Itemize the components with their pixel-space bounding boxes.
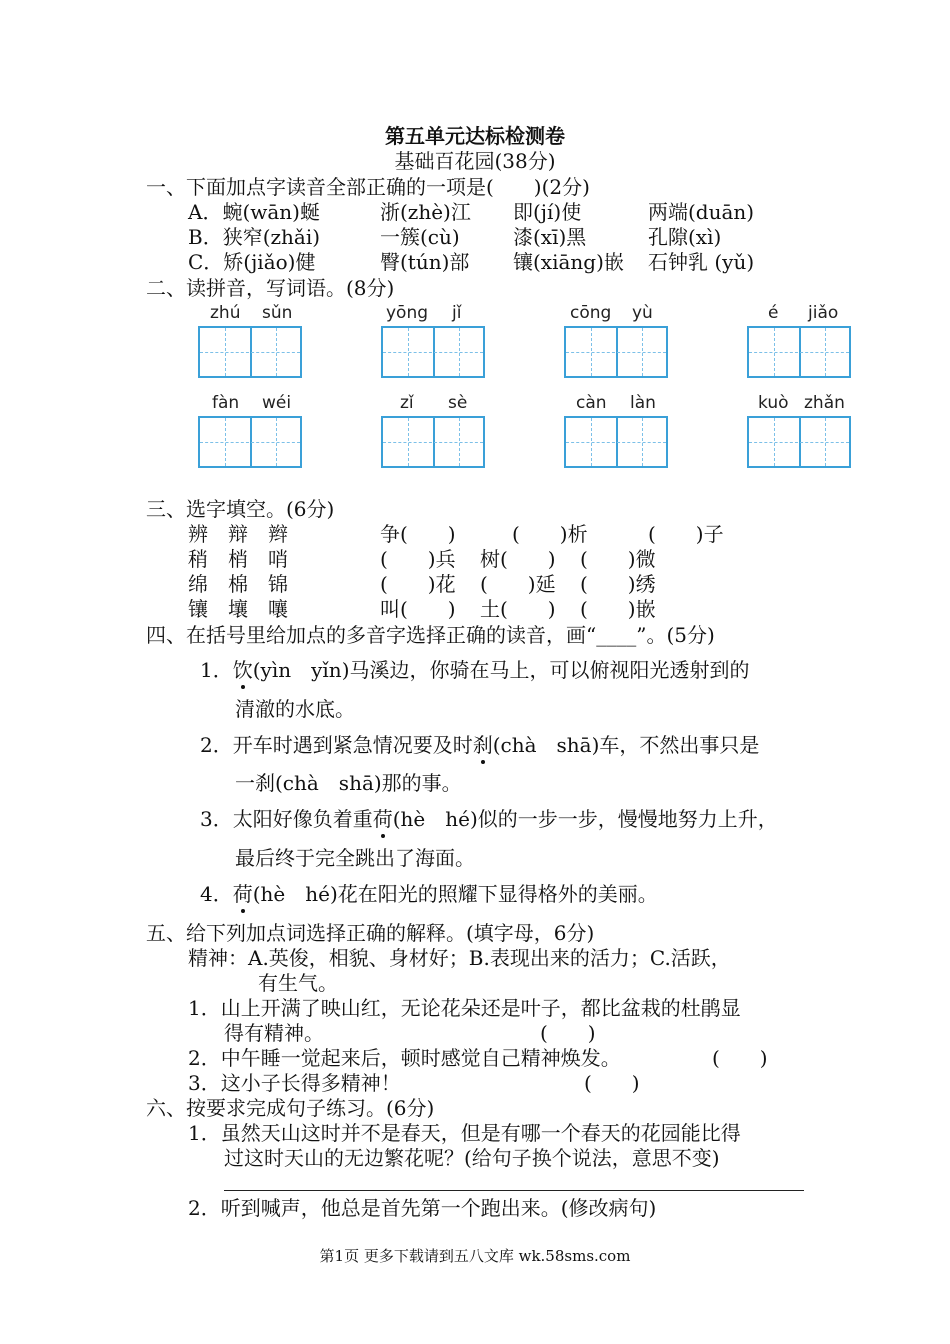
page-subtitle: 基础百花园(38分)	[394, 149, 556, 173]
pinyin: kuò	[758, 393, 789, 413]
q3-blank: 土( )	[480, 597, 556, 621]
writing-box[interactable]	[564, 416, 668, 468]
q1-c-2: 臀(tún)部	[380, 250, 470, 274]
q5-prompt: 五、给下列加点词选择正确的解释。(填字母，6分)	[146, 921, 595, 945]
q3-blank: ( )微	[580, 547, 656, 571]
q3-blank: ( )花	[380, 572, 456, 596]
writing-box[interactable]	[381, 326, 485, 378]
q6-sentence-2: 2．听到喊声，他总是首先第一个跑出来。(修改病句)	[188, 1196, 657, 1220]
page-title: 第五单元达标检测卷	[385, 124, 565, 148]
answer-paren: ( )	[540, 1021, 596, 1045]
dotted-char: 荷	[232, 882, 253, 906]
q4-sentence-1-cont: 清澈的水底。	[235, 697, 355, 721]
q3-blank: ( )子	[648, 522, 724, 546]
writing-box[interactable]	[381, 416, 485, 468]
writing-box[interactable]	[198, 416, 302, 468]
pinyin: zhú	[210, 303, 241, 323]
q5-sentence-1-cont: 得有精神。	[224, 1021, 324, 1045]
q4-sentence-2-cont: 一刹(chà shā)那的事。	[235, 771, 462, 795]
pinyin: càn	[576, 393, 607, 413]
q1-a-3: 即(jí)使	[513, 200, 582, 224]
pinyin: fàn	[212, 393, 240, 413]
q3-blank: 争( )	[380, 522, 456, 546]
q3-chars: 辨 辩 辫	[188, 522, 288, 546]
q4-sentence-2: 2．开车时遇到紧急情况要及时刹(chà shā)车，不然出事只是	[200, 733, 760, 757]
pinyin: cōng	[570, 303, 612, 323]
q1-prompt: 一、下面加点字读音全部正确的一项是( )(2分)	[146, 175, 590, 199]
q3-blank: ( )嵌	[580, 597, 656, 621]
q4-sentence-3-cont: 最后终于完全跳出了海面。	[235, 846, 475, 870]
pinyin: zǐ	[400, 393, 414, 413]
pinyin: zhǎn	[804, 393, 845, 413]
q3-blank: 树( )	[480, 547, 556, 571]
q1-b-1: B．狭窄(zhǎi)	[188, 225, 321, 249]
q5-sentence-2: 2．中午睡一觉起来后，顿时感觉自己精神焕发。	[188, 1046, 621, 1070]
q1-c-3: 镶(xiāng)嵌	[513, 250, 624, 274]
q5-definition-cont: 有生气。	[258, 971, 338, 995]
q3-prompt: 三、选字填空。(6分)	[146, 497, 335, 521]
pinyin: jǐ	[452, 303, 462, 323]
q1-c-4: 石钟乳 (yǔ)	[648, 250, 755, 274]
q1-a-2: 浙(zhè)江	[380, 200, 471, 224]
q3-blank: 叫( )	[380, 597, 456, 621]
pinyin: làn	[630, 393, 656, 413]
pinyin: é	[768, 303, 779, 323]
pinyin: wéi	[262, 393, 292, 413]
answer-paren: ( )	[712, 1046, 768, 1070]
q3-blank: ( )析	[512, 522, 588, 546]
pinyin: yōng	[386, 303, 429, 323]
dotted-char: 荷	[372, 807, 393, 831]
dotted-char: 刹	[472, 733, 493, 757]
q1-b-4: 孔隙(xì)	[648, 225, 722, 249]
page-footer: 第1页 更多下载请到五八文库 wk.58sms.com	[319, 1247, 631, 1265]
q5-sentence-1: 1．山上开满了映山红，无论花朵还是叶子，都比盆栽的杜鹃显	[188, 996, 741, 1020]
q5-sentence-3: 3．这小子长得多精神！	[188, 1071, 401, 1095]
pinyin: sè	[448, 393, 468, 413]
q2-prompt: 二、读拼音，写词语。(8分)	[146, 276, 395, 300]
q6-prompt: 六、按要求完成句子练习。(6分)	[146, 1096, 435, 1120]
pinyin: jiǎo	[808, 303, 839, 323]
q3-chars: 稍 梢 哨	[188, 547, 288, 571]
q3-chars: 镶 壤 嚷	[188, 597, 288, 621]
q4-sentence-1: 1．饮(yìn yǐn)马溪边，你骑在马上，可以俯视阳光透射到的	[200, 658, 750, 682]
q1-a-4: 两端(duān)	[648, 200, 755, 224]
q4-sentence-4: 4．荷(hè hé)花在阳光的照耀下显得格外的美丽。	[200, 882, 658, 906]
q3-blank: ( )延	[480, 572, 556, 596]
answer-paren: ( )	[584, 1071, 640, 1095]
writing-box[interactable]	[564, 326, 668, 378]
q1-a-1: A．蜿(wān)蜒	[188, 200, 320, 224]
q6-sentence-1-cont: 过这时天山的无边繁花呢？(给句子换个说法，意思不变)	[224, 1146, 720, 1170]
q3-blank: ( )兵	[380, 547, 456, 571]
q4-prompt: 四、在括号里给加点的多音字选择正确的读音，画“____”。(5分)	[146, 623, 715, 647]
writing-box[interactable]	[198, 326, 302, 378]
q1-c-1: C．矫(jiǎo)健	[188, 250, 316, 274]
q3-chars: 绵 棉 锦	[188, 572, 288, 596]
dotted-char: 饮	[232, 658, 253, 682]
q6-sentence-1: 1．虽然天山这时并不是春天，但是有哪一个春天的花园能比得	[188, 1121, 741, 1145]
answer-line[interactable]	[224, 1190, 804, 1191]
writing-box[interactable]	[747, 416, 851, 468]
writing-box[interactable]	[747, 326, 851, 378]
q3-blank: ( )绣	[580, 572, 656, 596]
pinyin: yù	[632, 303, 653, 323]
pinyin: sǔn	[262, 303, 293, 323]
q4-sentence-3: 3．太阳好像负着重荷(hè hé)似的一步一步，慢慢地努力上升，	[200, 807, 778, 831]
q1-b-3: 漆(xī)黑	[513, 225, 587, 249]
q1-b-2: 一簇(cù)	[380, 225, 460, 249]
q5-definition: 精神：A.英俊，相貌、身材好；B.表现出来的活力；C.活跃，	[188, 946, 731, 970]
